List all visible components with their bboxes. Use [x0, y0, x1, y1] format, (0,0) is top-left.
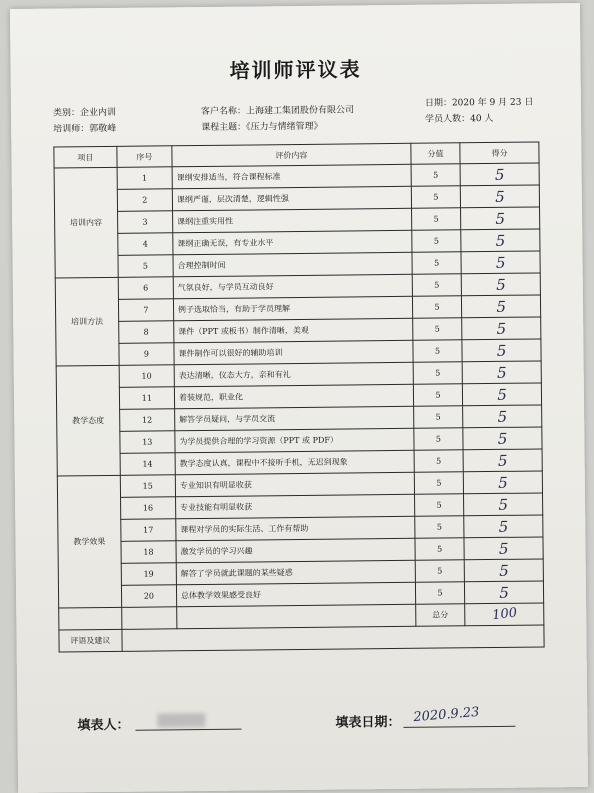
row-item: 课纲安排适当，符合课程标准	[172, 164, 411, 189]
handwritten-mark: 5	[498, 539, 509, 558]
redacted-name	[157, 713, 205, 728]
form-title: 培训师评议表	[229, 57, 362, 83]
row-mark-cell	[464, 515, 543, 538]
filler-label: 填表人：	[77, 717, 130, 734]
meta-category: 类别：企业内训	[52, 107, 117, 119]
row-score: 5	[414, 428, 464, 451]
total-empty-no	[121, 607, 176, 630]
row-item: 教学态度认真，课程中不接听手机，无迟到现象	[175, 450, 414, 475]
row-item: 解答学员疑问，与学员交流	[175, 406, 414, 431]
row-mark-cell	[461, 229, 540, 252]
header-mark: 得分	[460, 142, 539, 164]
row-item: 例子选取恰当，有助于学员理解	[173, 296, 412, 321]
row-mark-cell	[462, 361, 541, 384]
row-mark-cell	[463, 449, 542, 472]
row-number: 3	[117, 211, 172, 234]
row-item: 课件制作可以很好的辅助培训	[174, 340, 413, 365]
row-item: 表达清晰，仪态大方，亲和有礼	[174, 362, 413, 387]
row-number: 20	[121, 585, 176, 608]
category-cell: 培训内容	[54, 167, 118, 278]
row-item: 激发学员的学习兴趣	[176, 538, 415, 563]
handwritten-mark: 5	[499, 583, 510, 602]
handwritten-mark: 5	[496, 319, 507, 338]
row-mark-cell	[464, 537, 543, 560]
row-item: 课纲严谨，层次清楚，逻辑性强	[172, 186, 411, 211]
row-item: 课纲注重实用性	[172, 208, 411, 233]
row-mark-cell	[462, 339, 541, 362]
row-item: 课件（PPT 或板书）制作清晰，美观	[174, 318, 413, 343]
category-cell: 教学效果	[57, 475, 121, 608]
handwritten-mark: 5	[498, 473, 508, 492]
handwritten-mark: 5	[496, 341, 507, 360]
row-mark-cell	[463, 383, 542, 406]
row-number: 18	[121, 541, 176, 564]
row-number: 5	[118, 255, 173, 278]
row-score: 5	[413, 384, 463, 407]
comments-area	[122, 625, 544, 651]
row-score: 5	[412, 296, 462, 319]
row-number: 17	[120, 519, 175, 542]
handwritten-mark: 5	[496, 363, 507, 382]
row-number: 19	[121, 563, 176, 586]
handwritten-mark: 5	[495, 231, 506, 250]
row-score: 5	[412, 274, 462, 297]
row-mark-cell	[464, 493, 543, 516]
filler-line	[135, 729, 241, 731]
row-mark-cell	[460, 163, 539, 186]
total-label: 总分	[415, 604, 465, 627]
handwritten-mark: 5	[498, 495, 509, 514]
row-item: 着装规范，职业化	[174, 384, 413, 409]
row-score: 5	[415, 538, 465, 561]
handwritten-mark: 5	[497, 451, 508, 470]
row-item: 专业技能有明显收获	[175, 494, 414, 519]
row-score: 5	[412, 230, 462, 253]
row-mark-cell	[461, 207, 540, 230]
row-number: 6	[118, 277, 173, 300]
row-number: 10	[119, 365, 174, 388]
row-mark-cell	[461, 251, 540, 274]
row-score: 5	[412, 252, 462, 275]
row-item: 合理控制时间	[173, 252, 412, 277]
meta-topic: 课程主题：《压力与情绪管理》	[201, 121, 323, 134]
row-score: 5	[414, 450, 464, 473]
handwritten-mark: 5	[497, 407, 508, 426]
row-mark-cell	[463, 471, 542, 494]
row-score: 5	[414, 494, 464, 517]
row-score: 5	[413, 362, 463, 385]
handwritten-mark: 5	[495, 187, 505, 206]
row-number: 2	[117, 189, 172, 212]
row-mark-cell	[465, 581, 544, 604]
header-score: 分值	[411, 143, 461, 165]
handwritten-mark: 5	[495, 253, 506, 272]
row-item: 课纲正确无误，有专业水平	[173, 230, 412, 255]
evaluation-form-page	[10, 3, 588, 793]
row-mark-cell	[463, 405, 542, 428]
row-number: 12	[119, 409, 174, 432]
row-score: 5	[411, 208, 461, 231]
header-content: 评价内容	[172, 143, 411, 167]
date-label: 填表日期：	[335, 714, 401, 731]
category-cell: 教学态度	[56, 365, 120, 476]
meta-date: 日期：2020 年 9 月 23 日	[424, 97, 534, 109]
row-score: 5	[412, 318, 462, 341]
row-item: 总体教学效果感受良好	[176, 582, 415, 607]
date-handwritten: 2020.9.23	[412, 704, 480, 726]
row-item: 为学员提供合理的学习资源（PPT 或 PDF）	[175, 428, 414, 453]
handwritten-mark: 5	[499, 561, 509, 580]
row-number: 4	[118, 233, 173, 256]
row-score: 5	[415, 516, 465, 539]
total-mark-cell	[465, 603, 544, 626]
row-number: 7	[118, 299, 173, 322]
row-item: 解答了学员就此课题的某些疑惑	[176, 560, 415, 585]
row-item: 气氛良好，与学员互动良好	[173, 274, 412, 299]
total-handwritten: 100	[491, 605, 518, 624]
row-number: 11	[119, 387, 174, 410]
header-number: 序号	[117, 146, 172, 168]
row-score: 5	[415, 560, 465, 583]
date-line	[403, 726, 515, 728]
meta-count: 学员人数：40 人	[425, 113, 494, 125]
total-empty-cat	[59, 607, 122, 630]
row-score: 5	[413, 406, 463, 429]
handwritten-mark: 5	[498, 517, 509, 536]
handwritten-mark: 5	[494, 165, 505, 184]
row-score: 5	[415, 582, 465, 605]
handwritten-mark: 5	[495, 209, 506, 228]
row-number: 9	[119, 343, 174, 366]
handwritten-mark: 5	[496, 297, 507, 316]
meta-client: 客户名称：上海建工集团股份有限公司	[200, 105, 355, 118]
row-score: 5	[411, 164, 461, 187]
row-score: 5	[413, 340, 463, 363]
category-cell: 培训方法	[55, 277, 119, 366]
row-number: 14	[120, 453, 175, 476]
row-mark-cell	[460, 185, 539, 208]
row-mark-cell	[464, 559, 543, 582]
header-category: 项目	[54, 146, 117, 168]
evaluation-table	[53, 141, 544, 652]
handwritten-mark: 5	[497, 385, 507, 404]
row-number: 1	[117, 167, 172, 190]
row-number: 13	[120, 431, 175, 454]
handwritten-mark: 5	[496, 275, 506, 294]
meta-trainer: 培训师：郭敬峰	[53, 123, 117, 135]
comments-label: 评语及建议	[59, 629, 122, 652]
comments-row	[59, 625, 544, 652]
row-mark-cell	[462, 295, 541, 318]
row-mark-cell	[461, 273, 540, 296]
row-mark-cell	[462, 317, 541, 340]
row-score: 5	[411, 186, 461, 209]
total-empty-item	[177, 604, 416, 629]
row-mark-cell	[463, 427, 542, 450]
row-item: 课程对学员的实际生活、工作有帮助	[176, 516, 415, 541]
row-number: 15	[120, 475, 175, 498]
row-number: 8	[118, 321, 173, 344]
row-score: 5	[414, 472, 464, 495]
handwritten-mark: 5	[497, 429, 508, 448]
table-body	[54, 163, 544, 608]
row-number: 16	[120, 497, 175, 520]
row-item: 专业知识有明显收获	[175, 472, 414, 497]
